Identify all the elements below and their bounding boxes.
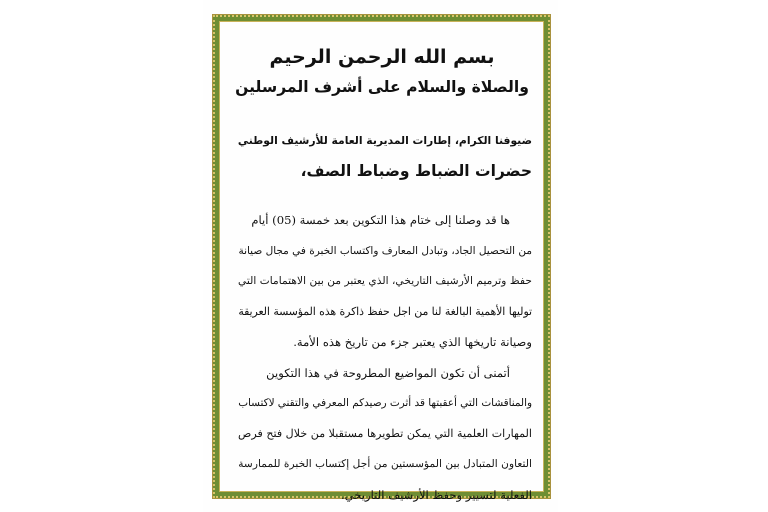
paragraph-2-line: الفعلية لتسيير وحفظ الأرشيف التاريخي. [341, 487, 532, 502]
paragraph-2-line: والمناقشات التي أعقبتها قد أثرت رصيدكم المعرفي والتقني لاكتساب [238, 397, 532, 409]
paragraph-1-line: ها قد وصلنا إلى ختام هذا التكوين بعد خمسة (05) أيام [251, 213, 510, 227]
basmala-line-2: والصلاة والسلام على أشرف المرسلين [235, 78, 529, 96]
paragraph-2 [232, 358, 532, 511]
header-basmala [232, 42, 532, 102]
paragraph-2-line: المهارات العلمية التي يمكن تطويرها مستقبلا من خلال فتح فرص [237, 426, 532, 440]
greeting-line-1: ضيوفنا الكرام، إطارات المديرية العامة للأرشيف الوطني [237, 134, 532, 147]
basmala-line-1: بسم الله الرحمن الرحيم [269, 46, 495, 68]
paragraph-1-line: حفظ وترميم الأرشيف التاريخي، الذي يعتبر من بين الاهتمامات التي [237, 274, 532, 287]
paragraph-2-line: التعاون المتبادل بين المؤسستين من أجل إكتساب الخبرة للممارسة [238, 457, 532, 470]
paragraph-1 [232, 205, 532, 358]
paragraph-1-line: وصيانة تاريخها الذي يعتبر جزء من تاريخ هذه الأمة. [293, 335, 532, 349]
greeting-line-2: حضرات الضباط وضباط الصف، [300, 162, 532, 180]
greeting [232, 125, 532, 187]
paragraph-1-line: توليها الأهمية البالغة لنا من اجل حفظ ذاكرة هذه المؤسسة العريقة [238, 304, 532, 318]
paragraph-2-line: أتمنى أن تكون المواضيع المطروحة في هذا التكوين [266, 365, 510, 380]
paragraph-1-line: من التحصيل الجاد، وتبادل المعارف واكتساب الخبرة في مجال صيانة [238, 244, 532, 257]
document-body [232, 30, 532, 502]
